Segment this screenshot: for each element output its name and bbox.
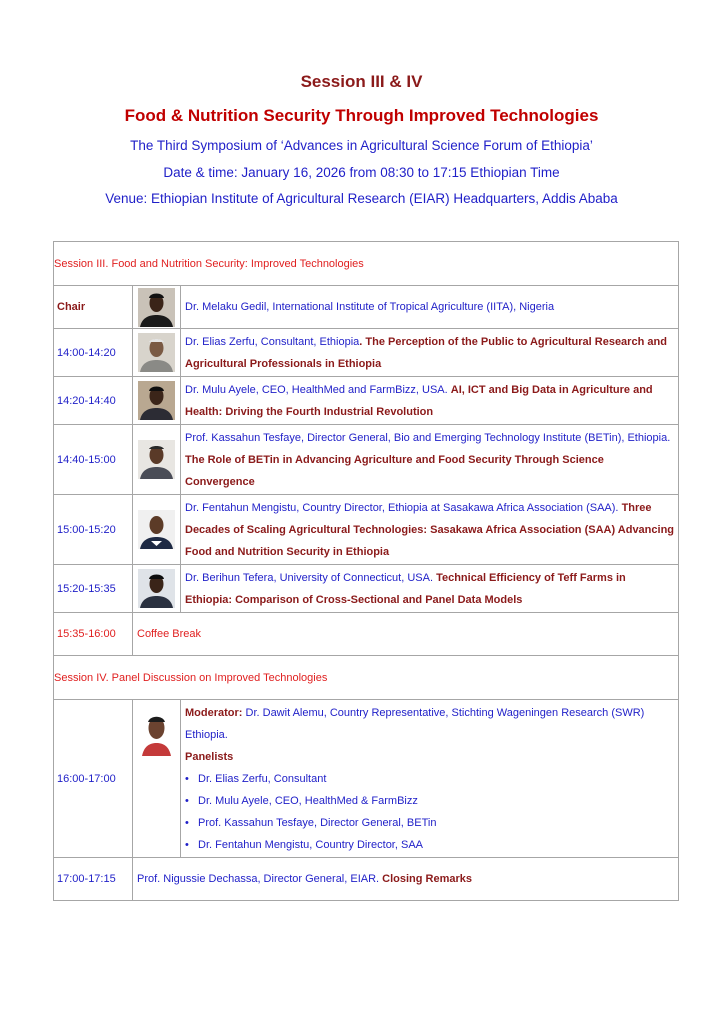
session-3-row bbox=[54, 242, 679, 286]
closing-time: 17:00-17:15 bbox=[54, 858, 133, 901]
chair-label: Chair bbox=[54, 286, 133, 329]
talk-row bbox=[54, 425, 679, 495]
talk-topic: The Role of BETin in Advancing Agriculture and Food Security Through Science Convergence bbox=[185, 453, 604, 488]
list-item: • Dr. Mulu Ayele, CEO, HealthMed & FarmBizz bbox=[198, 790, 674, 812]
break-text: Coffee Break bbox=[133, 613, 679, 656]
talk-topic: Three Decades of Scaling Agricultural Technologies: Sasakawa Africa Association (SAA) Advancing Food and Nutrition Security in Ethiopia bbox=[185, 501, 675, 558]
talk-row bbox=[54, 495, 679, 565]
session-3-heading: Session III. Food and Nutrition Security: Improved Technologies bbox=[54, 242, 679, 286]
speaker-photo bbox=[138, 381, 175, 420]
talk-time: 14:00-14:20 bbox=[54, 329, 133, 377]
speaker-name: Dr. Elias Zerfu, Consultant, Ethiopia bbox=[185, 335, 360, 348]
speaker-photo bbox=[138, 510, 175, 549]
closing-row bbox=[54, 858, 679, 901]
symposium-subtitle: The Third Symposium of ‘Advances in Agricultural Science Forum of Ethiopia’ bbox=[130, 138, 593, 153]
speaker-name: Prof. Kassahun Tesfaye, Director General, Bio and Emerging Technology Institute (BETin), Ethiopia. bbox=[185, 431, 671, 444]
speaker-name: Dr. Fentahun Mengistu, Country Director, Ethiopia at Sasakawa Africa Association (SAA). bbox=[185, 501, 619, 514]
talk-row: 14:00-14:20 Dr. Elias Zerfu, Consultant, Ethiopia. The Perception of the Public to Agricultural Research and Agricultural Professionals in Ethiopia bbox=[54, 329, 679, 377]
chair-text: Dr. Melaku Gedil, International Institute of Tropical Agriculture (IITA), Nigeria bbox=[181, 286, 679, 329]
session-heading: Session III & IV bbox=[300, 72, 423, 91]
speaker-photo bbox=[138, 333, 175, 372]
talk-row bbox=[54, 377, 679, 425]
talk-topic: Technical Efficiency of Teff Farms in Ethiopia: Comparison of Cross-Sectional and Panel Data Models bbox=[185, 571, 626, 606]
session-4-heading: Session IV. Panel Discussion on Improved Technologies bbox=[54, 656, 679, 700]
talk-topic: The Perception of the Public to Agricultural Research and Agricultural Professionals in Ethiopia bbox=[185, 335, 667, 370]
page-title: Food & Nutrition Security Through Improved Technologies bbox=[124, 106, 599, 125]
speaker-name: Dr. Mulu Ayele, CEO, HealthMed and FarmBizz, USA. bbox=[185, 383, 448, 396]
panelists-label: Panelists bbox=[185, 750, 234, 763]
date-time-line: Date & time: January 16, 2026 from 08:30 to 17:15 Ethiopian Time bbox=[163, 165, 560, 180]
closing-topic: Closing Remarks bbox=[382, 873, 473, 885]
panelists-list bbox=[185, 768, 674, 856]
panel-time: 16:00-17:00 bbox=[54, 700, 133, 858]
session-4-row bbox=[54, 656, 679, 700]
program-table bbox=[53, 241, 679, 901]
panel-row bbox=[54, 700, 679, 858]
talk-time: 14:20-14:40 bbox=[54, 377, 133, 425]
moderator-photo bbox=[138, 710, 175, 749]
moderator-text: Dr. Dawit Alemu, Country Representative, Stichting Wageningen Research (SWR) Ethiopia. bbox=[185, 706, 645, 741]
speaker-photo bbox=[138, 569, 175, 608]
talk-time: 15:00-15:20 bbox=[54, 495, 133, 565]
speaker-name: Dr. Berihun Tefera, University of Connecticut, USA. bbox=[185, 571, 434, 584]
speaker-photo bbox=[138, 440, 175, 479]
talk-row bbox=[54, 565, 679, 613]
moderator-line bbox=[185, 702, 674, 746]
moderator-label: Moderator: bbox=[185, 706, 243, 719]
chair-row bbox=[54, 286, 679, 329]
list-item: • Dr. Fentahun Mengistu, Country Director, SAA bbox=[198, 834, 674, 856]
break-time: 15:35-16:00 bbox=[54, 613, 133, 656]
venue-line: Venue: Ethiopian Institute of Agricultural Research (EIAR) Headquarters, Addis Ababa bbox=[105, 191, 618, 206]
talk-time: 14:40-15:00 bbox=[54, 425, 133, 495]
list-item: • Dr. Elias Zerfu, Consultant bbox=[198, 768, 674, 790]
closing-speaker: Prof. Nigussie Dechassa, Director General, EIAR. bbox=[137, 873, 380, 885]
talk-topic: AI, ICT and Big Data in Agriculture and Health: Driving the Fourth Industrial Revolution bbox=[185, 383, 653, 418]
list-item: • Prof. Kassahun Tesfaye, Director General, BETin bbox=[198, 812, 674, 834]
talk-time: 15:20-15:35 bbox=[54, 565, 133, 613]
chair-photo bbox=[138, 288, 175, 327]
coffee-break-row bbox=[54, 613, 679, 656]
